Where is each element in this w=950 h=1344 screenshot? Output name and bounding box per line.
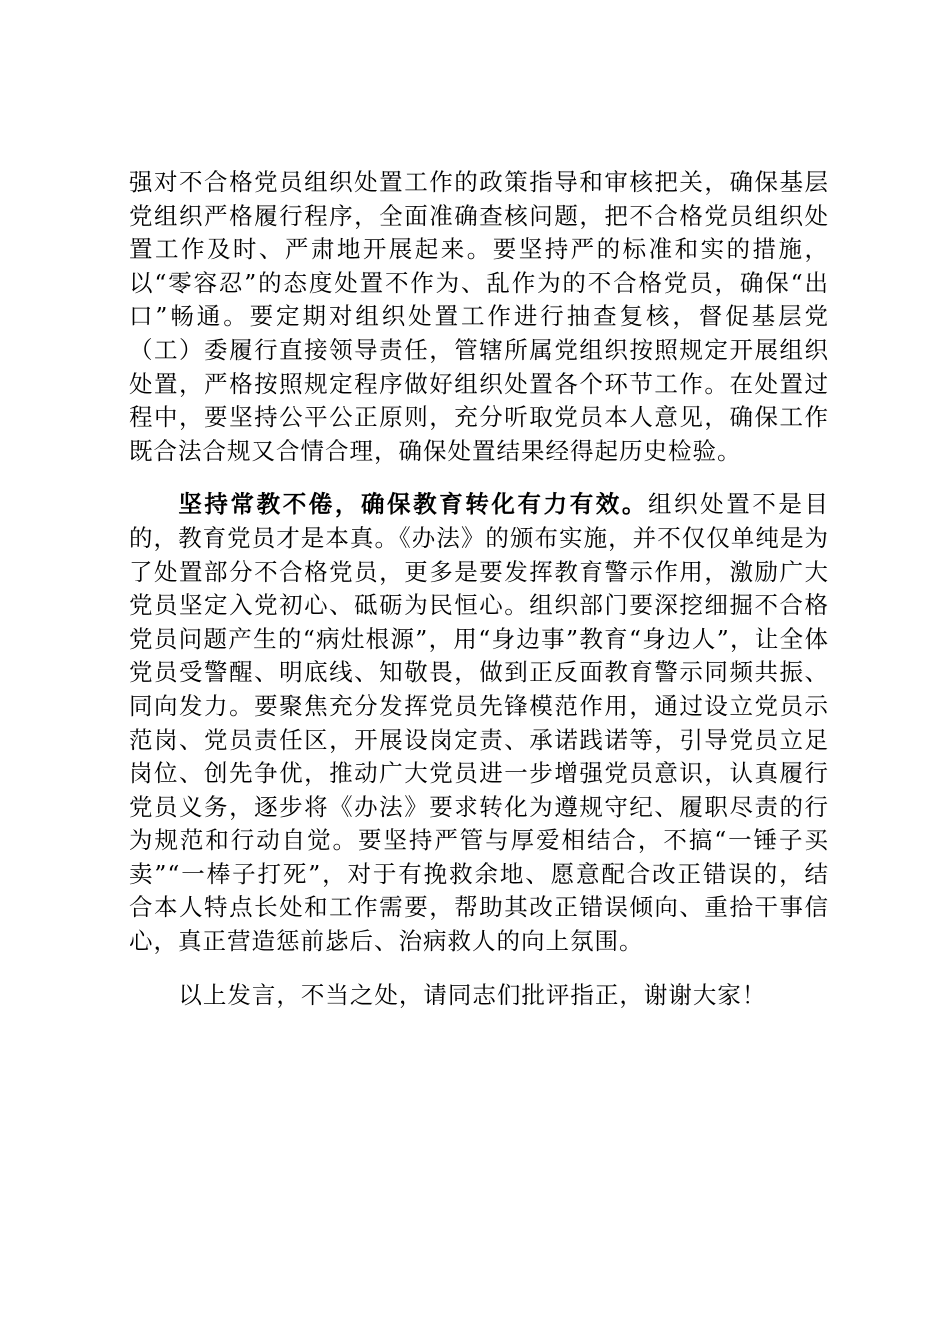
paragraph-heading: 坚持常教不倦，确保教育转化有力有效。 [178,490,648,519]
closing-remark: 以上发言，不当之处，请同志们批评指正，谢谢大家！ [178,980,767,1009]
paragraph-education [129,488,829,958]
document-body [129,166,829,1012]
paragraph-spacer [129,959,829,979]
paragraph-continued: 强对不合格党员组织处置工作的政策指导和审核把关，确保基层党组织严格履行程序，全面准确查核问题，把不合格党员组织处置工作及时、严肃地开展起来。要坚持严的标准和实的措施，以“零容忍”的态度处置不作为、乱作为的不合格党员，确保“出口”畅通。要定期对组织处置工作进行抽查复核，督促基层党（工）委履行直接领导责任，管辖所属党组织按照规定开展组织处置，严格按照规定程序做好组织处置各个环节工作。在处置过程中，要坚持公平公正原则，充分听取党员本人意见，确保工作既合法合规又合情合理，确保处置结果经得起历史检验。 [129,168,829,465]
paragraph-spacer [129,468,829,488]
paragraph-body: 组织处置不是目的，教育党员才是本真。《办法》的颁布实施，并不仅仅单纯是为了处置部分不合格党员，更多是要发挥教育警示作用，激励广大党员坚定入党初心、砥砺为民恒心。组织部门要深挖细掘不合格党员问题产生的“病灶根源”，用“身边事”教育“身边人”，让全体党员受警醒、明底线、知敬畏，做到正反面教育警示同频共振、同向发力。要聚焦充分发挥党员先锋模范作用，通过设立党员示范岗、党员责任区，开展设岗定责、承诺践诺等，引导党员立足岗位、创先争优，推动广大党员进一步增强党员意识，认真履行党员义务，逐步将《办法》要求转化为遵规守纪、履职尽责的行为规范和行动自觉。要坚持严管与厚爱相结合，不搞“一锤子买卖”“一棒子打死”，对于有挽救余地、愿意配合改正错误的，结合本人特点长处和工作需要，帮助其改正错误倾向、重拾干事信心，真正营造惩前毖后、治病救人的向上氛围。 [129,490,830,956]
